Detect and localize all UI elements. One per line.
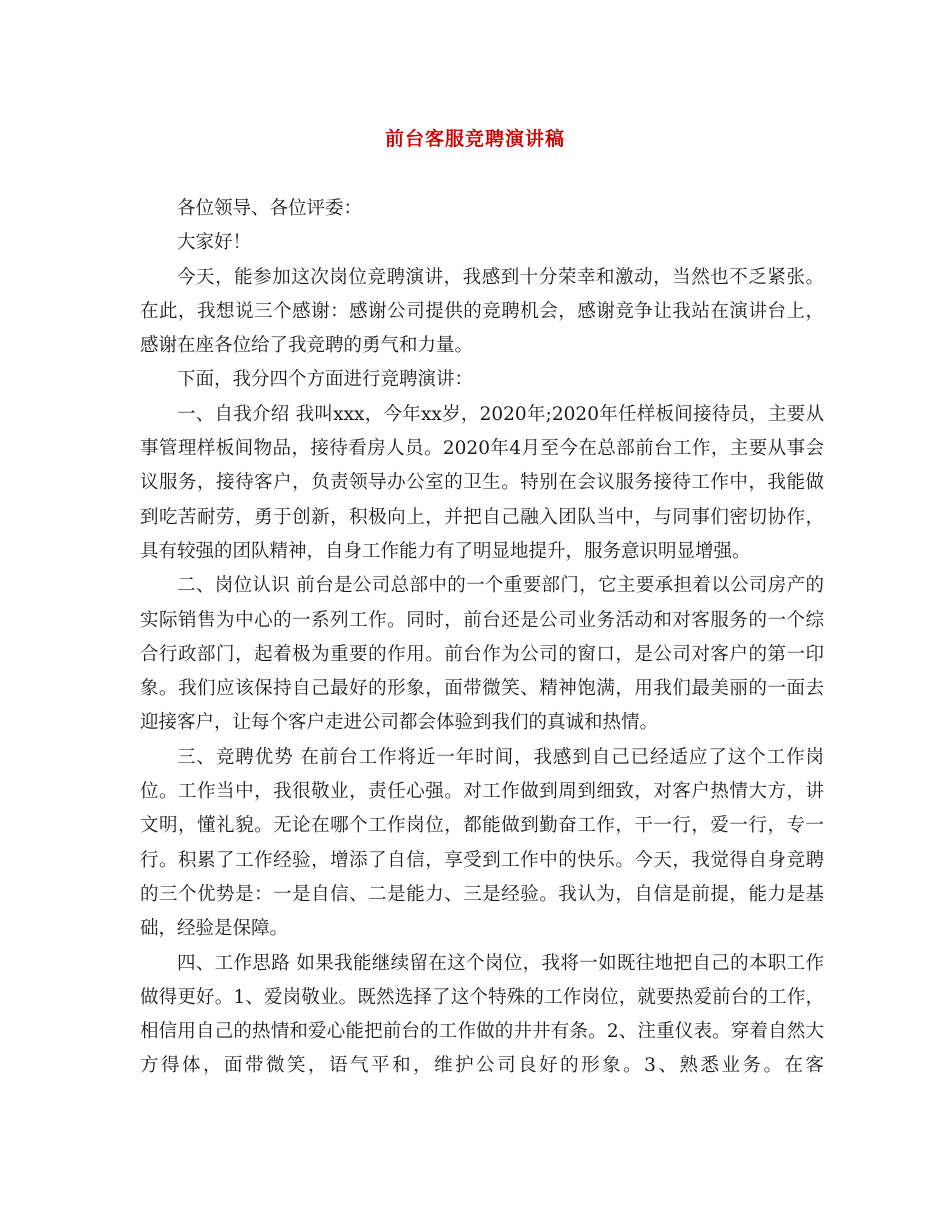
- salutation-paragraph: 各位领导、各位评委：: [177, 198, 363, 219]
- self-introduction-paragraph: 一、自我介绍 我叫xxx，今年xx岁，2020年;2020年任样板间接待员，主要从事管理样板间物品，接待看房人员。2020年4月至今在总部前台工作，主要从事会议服务，接待客户，负责领导办公室的卫生。特别在会议服务接待工作中，我能做到吃苦耐劳，勇于创新，积极向上，并把自己融入团队当中，与同事们密切协作，具有较强的团队精神，自身工作能力有了明显地提升，服务意识明显增强。: [140, 403, 824, 562]
- work-plan-paragraph: 四、工作思路 如果我能继续留在这个岗位，我将一如既往地把自己的本职工作做得更好。1、爱岗敬业。既然选择了这个特殊的工作岗位，就要热爱前台的工作，相信用自己的热情和爱心能把前台的工作做的井井有条。2、注重仪表。穿着自然大方得体，面带微笑，语气平和，维护公司良好的形象。3、熟悉业务。在客: [140, 952, 824, 1077]
- advantages-paragraph: 三、竞聘优势 在前台工作将近一年时间，我感到自己已经适应了这个工作岗位。工作当中，我很敬业，责任心强。对工作做到周到细致，对客户热情大方，讲文明，懂礼貌。无论在哪个工作岗位，都能做到勤奋工作，干一行，爱一行，专一行。积累了工作经验，增添了自信，享受到工作中的快乐。今天，我觉得自身竞聘的三个优势是：一是自信、二是能力、三是经验。我认为，自信是前提，能力是基础，经验是保障。: [140, 746, 824, 940]
- document-body: [140, 192, 824, 1084]
- opening-paragraph: 今天，能参加这次岗位竞聘演讲，我感到十分荣幸和激动，当然也不乏紧张。在此，我想说三个感谢：感谢公司提供的竞聘机会，感谢竞争让我站在演讲台上，感谢在座各位给了我竞聘的勇气和力量。: [140, 266, 824, 357]
- outline-paragraph: 下面，我分四个方面进行竞聘演讲：: [177, 369, 474, 391]
- document-title: 前台客服竞聘演讲稿: [384, 128, 565, 150]
- greeting-paragraph: 大家好！: [177, 232, 252, 254]
- position-understanding-paragraph: 二、岗位认识 前台是公司总部中的一个重要部门，它主要承担着以公司房产的实际销售为中心的一系列工作。同时，前台还是公司业务活动和对客服务的一个综合行政部门，起着极为重要的作用。前台作为公司的窗口，是公司对客户的第一印象。我们应该保持自己最好的形象，面带微笑、精神饱满，用我们最美丽的一面去迎接客户，让每个客户走进公司都会体验到我们的真诚和热情。: [140, 575, 824, 734]
